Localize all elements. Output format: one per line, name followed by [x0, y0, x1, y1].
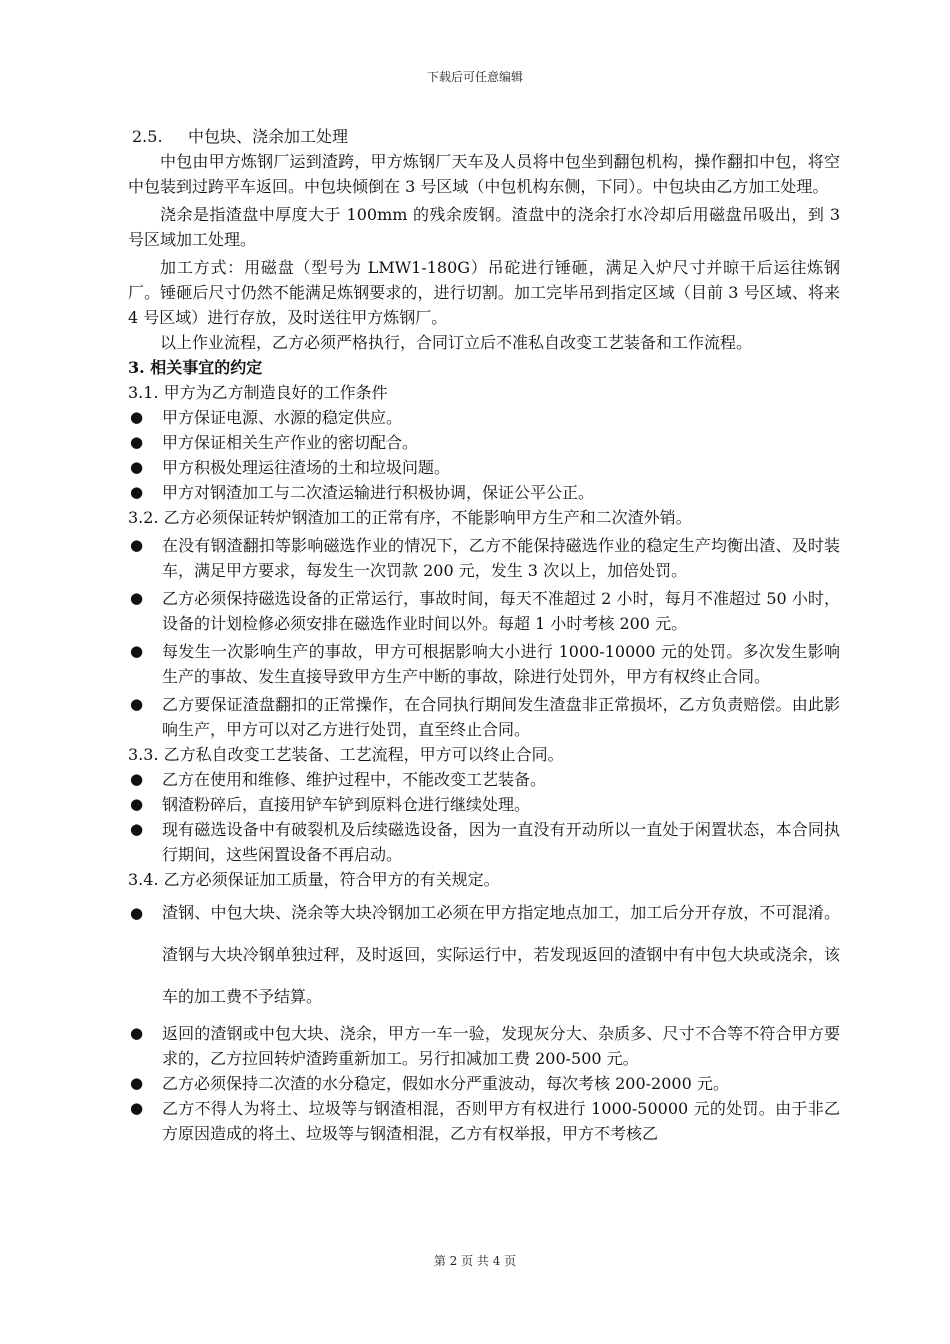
subsection-title-3-1: 3.1. 甲方为乙方制造良好的工作条件	[128, 383, 388, 402]
bullet-icon: ●	[130, 1024, 144, 1042]
page-footer: 第 2 页 共 4 页	[433, 1254, 517, 1268]
subsection-title-3-4: 3.4. 乙方必须保证加工质量，符合甲方的有关规定。	[128, 870, 500, 889]
bullet-icon: ●	[130, 820, 144, 838]
section-heading-2-5	[128, 124, 840, 149]
list-item-text: 甲方积极处理运往渣场的土和垃圾问题。	[162, 458, 451, 477]
bullet-icon: ●	[130, 770, 144, 788]
list-item	[128, 817, 840, 867]
list-item	[128, 405, 840, 430]
list-item-text: 现有磁选设备中有破裂机及后续磁选设备，因为一直没有开动所以一直处于闲置状态，本合同执行期间，这些闲置设备不再启动。	[162, 820, 840, 864]
bullet-icon: ●	[130, 1099, 144, 1117]
bullet-icon: ●	[130, 795, 144, 813]
list-item	[128, 430, 840, 455]
paragraph: 以上作业流程，乙方必须严格执行，合同订立后不准私自改变工艺装备和工作流程。	[160, 333, 753, 352]
list-item	[128, 533, 840, 583]
paragraph: 浇余是指渣盘中厚度大于 100mm 的残余废钢。渣盘中的浇余打水冷却后用磁盘吊吸出，到 3 号区域加工处理。	[128, 205, 840, 249]
page-header: 下载后可任意编辑	[426, 70, 523, 84]
list-item-text: 在没有钢渣翻扣等影响磁选作业的情况下，乙方不能保持磁选作业的稳定生产均衡出渣、及时装车，满足甲方要求，每发生一次罚款 200 元，发生 3 次以上，加倍处罚。	[162, 536, 840, 580]
list-item	[128, 480, 840, 505]
list-item	[128, 639, 840, 689]
document-body	[128, 124, 840, 1146]
bullet-icon: ●	[130, 433, 144, 451]
bullet-icon: ●	[130, 483, 144, 501]
section-heading-3: 3. 相关事宜的约定	[128, 358, 263, 377]
list-item	[128, 792, 840, 817]
list-item	[128, 1071, 840, 1096]
bullet-icon: ●	[130, 408, 144, 426]
list-item-text: 乙方在使用和维修、维护过程中，不能改变工艺装备。	[162, 770, 547, 789]
list-item-text: 乙方必须保持二次渣的水分稳定，假如水分严重波动，每次考核 200-2000 元。	[162, 1074, 729, 1093]
list-item-text: 乙方不得人为将土、垃圾等与钢渣相混，否则甲方有权进行 1000-50000 元的处罚。由于非乙方原因造成的将土、垃圾等与钢渣相混，乙方有权举报，甲方不考核乙	[162, 1099, 840, 1143]
bullet-icon: ●	[130, 458, 144, 476]
list-item-text: 甲方保证相关生产作业的密切配合。	[162, 433, 419, 452]
bullet-icon: ●	[130, 536, 144, 554]
bullet-icon: ●	[130, 904, 144, 922]
list-item-text: 钢渣粉碎后，直接用铲车铲到原料仓进行继续处理。	[162, 795, 531, 814]
list-item-text: 返回的渣钢或中包大块、浇余，甲方一车一验，发现灰分大、杂质多、尺寸不合等不符合甲方要求的，乙方拉回转炉渣跨重新加工。另行扣减加工费 200-500 元。	[162, 1024, 840, 1068]
subsection-title-3-3: 3.3. 乙方私自改变工艺装备、工艺流程，甲方可以终止合同。	[128, 745, 564, 764]
list-item	[128, 586, 840, 636]
bullet-icon: ●	[130, 695, 144, 713]
list-item-text: 甲方保证电源、水源的稳定供应。	[162, 408, 403, 427]
bullet-icon: ●	[130, 589, 144, 607]
bullet-icon: ●	[130, 1074, 144, 1092]
subsection-title-3-2: 3.2. 乙方必须保证转炉钢渣加工的正常有序，不能影响甲方生产和二次渣外销。	[128, 508, 692, 527]
list-item-text: 乙方必须保持磁选设备的正常运行，事故时间，每天不准超过 2 小时，每月不准超过 50 小时，设备的计划检修必须安排在磁选作业时间以外。每超 1 小时考核 200 元。	[162, 589, 840, 633]
section-number: 2.5.	[132, 127, 163, 146]
paragraph: 中包由甲方炼钢厂运到渣跨，甲方炼钢厂天车及人员将中包坐到翻包机构，操作翻扣中包，将空中包装到过跨平车返回。中包块倾倒在 3 号区域（中包机构东侧，下同）。中包块由乙方加工处理。	[128, 152, 840, 196]
section-title: 中包块、浇余加工处理	[188, 127, 349, 146]
list-item-text: 乙方要保证渣盘翻扣的正常操作，在合同执行期间发生渣盘非正常损坏，乙方负责赔偿。由此影响生产，甲方可以对乙方进行处罚，直至终止合同。	[162, 695, 840, 739]
list-item	[128, 1096, 840, 1146]
list-item-text: 渣钢、中包大块、浇余等大块冷钢加工必须在甲方指定地点加工，加工后分开存放，不可混淆。渣钢与大块冷钢单独过秤，及时返回，实际运行中，若发现返回的渣钢中有中包大块或浇余，该车的加工费不予结算。	[162, 903, 840, 1006]
list-item	[128, 892, 840, 1018]
list-item	[128, 1021, 840, 1071]
list-item-text: 甲方对钢渣加工与二次渣运输进行积极协调，保证公平公正。	[162, 483, 595, 502]
list-item	[128, 455, 840, 480]
bullet-icon: ●	[130, 642, 144, 660]
paragraph: 加工方式：用磁盘（型号为 LMW1-180G）吊砣进行锤砸，满足入炉尺寸并晾干后运往炼钢厂。锤砸后尺寸仍然不能满足炼钢要求的，进行切割。加工完毕吊到指定区域（目前 3 号区域、将来 4 号区域）进行存放，及时送往甲方炼钢厂。	[128, 258, 840, 327]
list-item	[128, 692, 840, 742]
list-item-text: 每发生一次影响生产的事故，甲方可根据影响大小进行 1000-10000 元的处罚。多次发生影响生产的事故、发生直接导致甲方生产中断的事故，除进行处罚外，甲方有权终止合同。	[162, 642, 840, 686]
list-item	[128, 767, 840, 792]
